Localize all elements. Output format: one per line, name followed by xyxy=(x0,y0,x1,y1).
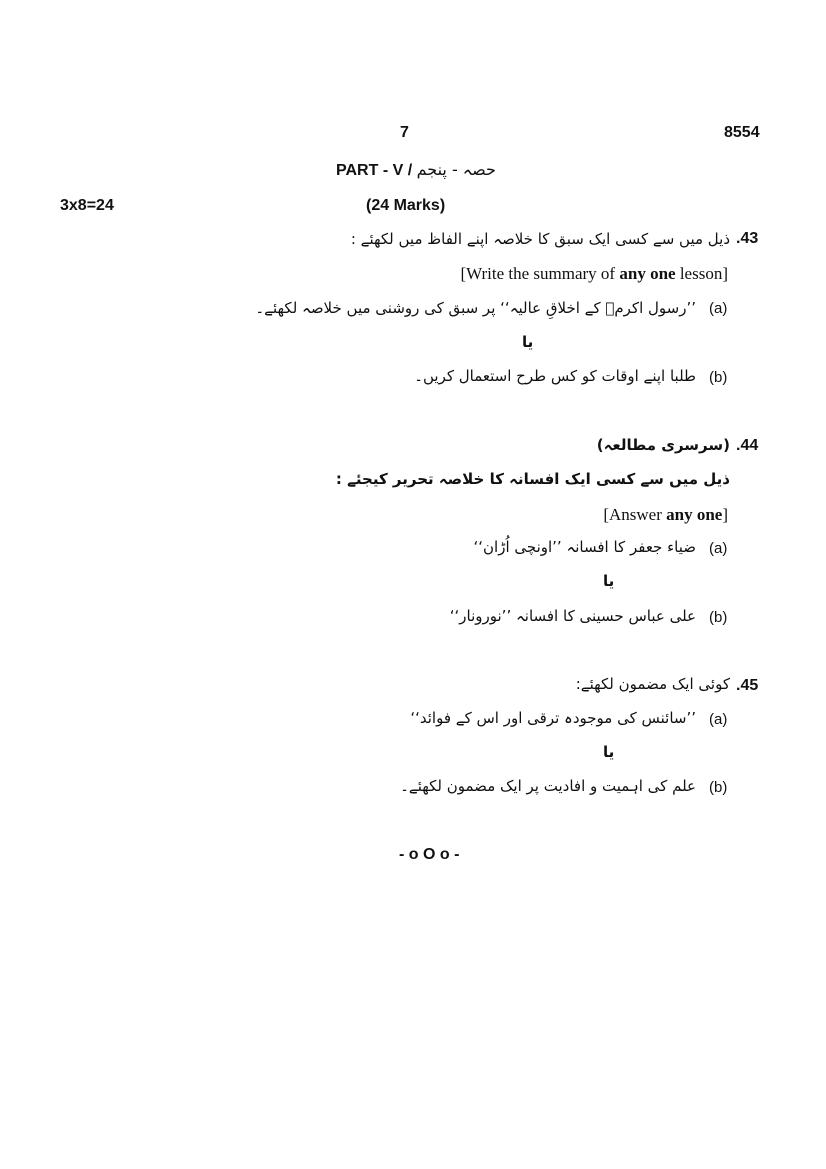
question-number: .44 xyxy=(736,437,759,454)
paper-code: 8554 xyxy=(724,124,760,141)
option-text: علم کی اہمیت و افادیت پر ایک مضمون لکھئے۔ xyxy=(400,777,696,795)
option-label: (b) xyxy=(709,609,728,626)
option-label: (b) xyxy=(709,779,728,796)
english-suffix: ] xyxy=(722,505,728,524)
part-heading xyxy=(336,160,496,180)
marks-total: (24 Marks) xyxy=(366,197,446,214)
english-suffix: lesson] xyxy=(675,264,728,283)
question-number: .43 xyxy=(736,230,759,247)
question-subtitle: (سرسری مطالعہ) xyxy=(596,436,730,454)
part-urdu: حصہ - پنجم xyxy=(416,160,496,179)
option-text: طلبا اپنے اوقات کو کس طرح استعمال کریں۔ xyxy=(414,367,696,385)
option-label: (a) xyxy=(709,711,728,728)
option-text: ’’رسول اکرمؐ کے اخلاقِ عالیہ‘‘ پر سبق کی روشنی میں خلاصہ لکھئے۔ xyxy=(255,299,696,317)
option-text: ضیاء جعفر کا افسانہ ’’اونچی اُڑان‘‘ xyxy=(473,538,696,556)
option-label: (b) xyxy=(709,369,728,386)
option-label: (a) xyxy=(709,300,728,317)
question-instruction: کوئی ایک مضمون لکھئے: xyxy=(575,675,730,693)
page-number: 7 xyxy=(400,124,409,141)
or-separator: یا xyxy=(603,743,615,761)
english-prefix: [Write the summary of xyxy=(460,264,620,283)
option-text: علی عباس حسینی کا افسانہ ’’نورونار‘‘ xyxy=(449,607,696,625)
end-of-paper-mark: - o O o - xyxy=(399,846,460,863)
english-bold: any one xyxy=(666,505,723,524)
question-number: .45 xyxy=(736,677,759,694)
marks-formula: 3x8=24 xyxy=(60,197,114,214)
or-separator: یا xyxy=(522,333,534,351)
english-prefix: [Answer xyxy=(603,505,667,524)
question-instruction: ذیل میں سے کسی ایک سبق کا خلاصہ اپنے الفاظ میں لکھئے : xyxy=(350,230,730,248)
english-bold: any one xyxy=(619,264,676,283)
or-separator: یا xyxy=(603,572,615,590)
option-label: (a) xyxy=(709,540,728,557)
english-instruction xyxy=(460,264,728,284)
option-text: ’’سائنس کی موجودہ ترقی اور اس کے فوائد‘‘ xyxy=(410,709,696,727)
english-instruction xyxy=(603,505,728,525)
question-instruction: ذیل میں سے کسی ایک افسانہ کا خلاصہ تحریر کیجئے : xyxy=(335,470,730,488)
part-label: PART - V / xyxy=(336,162,417,179)
